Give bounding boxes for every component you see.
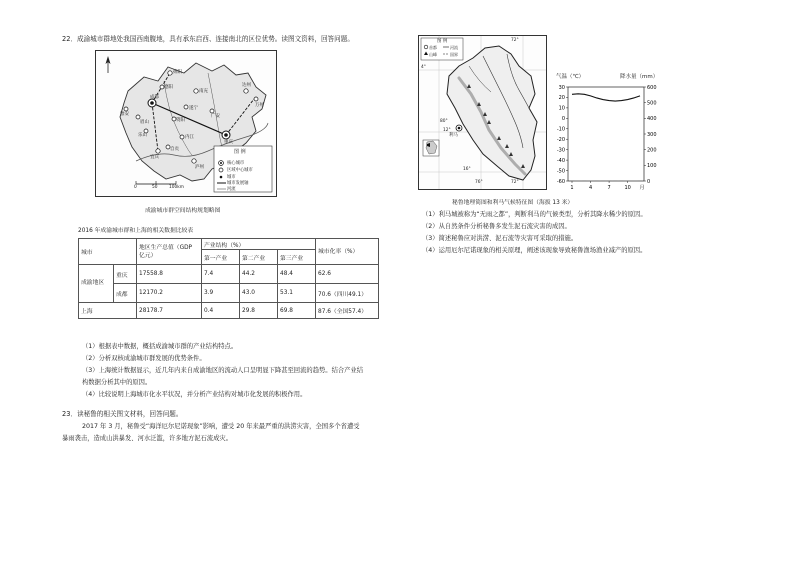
city-label: 泸州	[195, 165, 204, 170]
temp-tick-label: -30	[556, 147, 565, 154]
grid-label: 76°	[475, 180, 483, 185]
grid-label: 16°	[463, 167, 471, 172]
cell-primary: 7.4	[202, 265, 240, 284]
cell-urban: 87.6（全国57.4）	[316, 303, 379, 319]
grid-label: 12°	[443, 128, 451, 133]
peru-map-drawing	[419, 36, 546, 189]
peru-legend-item: 河流	[450, 44, 458, 50]
city-label: 德阳	[164, 85, 173, 90]
cell-urban: 70.6（四川49.1）	[316, 284, 379, 303]
precip-tick-label: 200	[647, 147, 657, 154]
map-legend-title: 图 例	[234, 149, 246, 155]
city-label: 内江	[185, 135, 194, 140]
cell-secondary: 43.0	[240, 284, 278, 303]
cell-gdp: 17558.8	[137, 265, 202, 284]
temp-tick-label: -10	[556, 126, 565, 133]
precip-tick-label: 100	[647, 163, 657, 170]
th-primary: 第一产业	[202, 250, 240, 265]
peru-figure-caption: 秘鲁地理简图和利马气候特征图（海拔 13 米）	[452, 200, 574, 206]
city-label: 达州	[242, 83, 251, 88]
cell-tertiary: 48.4	[278, 265, 316, 284]
month-unit-label: 月	[639, 185, 645, 191]
temperature-line	[572, 94, 640, 101]
q22-question: （1）根据表中数据，概括成渝城市群的产业结构特点。	[82, 343, 238, 350]
grid-label: 80°	[440, 119, 448, 124]
legend-city: 城市	[227, 174, 236, 180]
comparison-table	[78, 238, 379, 319]
q23-question: （1）利马城被称为“无雨之都”，判断利马的气候类型，分析其降水稀少的原因。	[422, 211, 647, 218]
cell-urban: 62.6	[316, 265, 379, 284]
grid-label: 72°	[511, 38, 519, 43]
temp-tick-label: 20	[558, 95, 565, 102]
cell-tertiary: 53.1	[278, 284, 316, 303]
scale-label: 50	[152, 185, 158, 190]
q22-question: （2）分析双核成渝城市群发展的优势条件。	[82, 355, 206, 362]
q22-question: 构数据分析其中的原因。	[82, 379, 152, 386]
peru-legend-title: 图 例	[437, 39, 448, 44]
legend-river: 河流	[227, 186, 236, 192]
q23-question: （3）简述秘鲁应对洪涝、泥石流等灾害可采取的措施。	[422, 235, 578, 242]
q23-material: 2017 年 3 月，秘鲁受“海洋厄尔尼诺现象”影响，遭受 20 年来最严重的洪涝灾害，全国多个省遭受	[82, 423, 360, 430]
q23-material: 暴雨袭击，造成山洪暴发、河水泛滥，许多地方泥石流成灾。	[62, 435, 233, 442]
cell-city: 上海	[79, 303, 137, 319]
capital-label: 利马	[449, 133, 458, 138]
th-structure: 产业结构（%）	[202, 239, 316, 250]
temp-tick-label: -60	[556, 178, 565, 185]
city-label: 遂宁	[189, 106, 198, 111]
chengyu-map	[95, 50, 277, 197]
th-tertiary: 第三产业	[278, 250, 316, 265]
region-cell: 成渝地区	[79, 265, 114, 303]
month-tick-label: 4	[588, 185, 593, 191]
cell-gdp: 12170.2	[137, 284, 202, 303]
q22-question: （4）比较说明上海城市化水平状况，并分析产业结构对城市化发展的积极作用。	[82, 391, 307, 398]
climate-plot	[548, 82, 668, 192]
precip-tick-label: 400	[647, 116, 657, 123]
chengyu-map-caption: 成渝城市群空间结构规划略图	[145, 208, 221, 214]
cell-primary: 3.9	[202, 284, 240, 303]
cell-city: 重庆	[114, 265, 137, 284]
month-tick-label: 10	[624, 185, 631, 191]
cell-city: 成都	[114, 284, 137, 303]
peru-legend-item: 山峰	[429, 51, 437, 57]
q23-header: 23．读秘鲁的相关图文材料，回答问题。	[62, 410, 183, 418]
peru-outline	[447, 46, 537, 180]
legend-core: 核心城市	[227, 160, 245, 166]
city-label: 乐山	[138, 133, 147, 138]
cell-secondary: 44.2	[240, 265, 278, 284]
cell-secondary: 29.8	[240, 303, 278, 319]
temp-tick-label: 10	[558, 105, 565, 112]
q23-question: （4）运用厄尔尼诺现象的相关原理，阐述该现象导致秘鲁渔场渔业减产的原因。	[422, 247, 647, 254]
table-row	[79, 284, 379, 303]
th-secondary: 第二产业	[240, 250, 278, 265]
temp-tick-label: -20	[556, 137, 565, 144]
q22-question: （3）上海统计数据显示，近几年内来自成渝地区的流动人口呈明显下降甚至回流的趋势。结合产业结	[82, 367, 364, 374]
peru-legend-item: 首都	[429, 44, 437, 50]
precip-axis-label: 降水量（mm）	[620, 74, 659, 80]
city-label: 绵阳	[173, 70, 182, 75]
grid-label: 4°	[421, 65, 426, 70]
city-label: 眉山	[140, 120, 149, 125]
north-arrow-icon	[106, 56, 111, 73]
city-label: 宜宾	[150, 155, 159, 160]
precip-tick-label: 300	[647, 131, 657, 138]
chengyu-map-drawing	[96, 51, 276, 196]
city-label: 成都	[150, 95, 159, 100]
temp-tick-label: -40	[556, 157, 565, 164]
scale-label: 0	[134, 185, 137, 190]
city-label: 资阳	[176, 118, 185, 123]
table-row	[79, 265, 379, 284]
table-title: 2016 年成渝城市群和上海的相关数据比较表	[78, 228, 194, 234]
temp-axis-label: 气温（℃）	[556, 74, 585, 80]
peru-map	[418, 35, 547, 190]
precip-tick-label: 600	[647, 84, 657, 91]
lima-climate-chart	[548, 72, 668, 192]
cell-gdp: 28178.7	[137, 303, 202, 319]
scale-label: 100km	[169, 185, 184, 190]
city-label: 南充	[199, 89, 208, 94]
city-label: 雅安	[120, 112, 129, 117]
temp-tick-label: 30	[558, 84, 565, 91]
q22-header: 22．成渝城市群地处我国西南腹地，具有承东启西、连接南北的区位优势。读图文资料，回答问题。	[62, 35, 354, 43]
legend-axis: 城市发展轴	[227, 180, 249, 186]
month-tick-label: 7	[607, 185, 611, 191]
month-tick-label: 1	[570, 185, 574, 191]
temp-tick-label: 0	[561, 116, 565, 123]
city-label: 广安	[211, 114, 220, 119]
plot-frame	[568, 87, 644, 181]
th-urban: 城市化率（%）	[316, 239, 379, 265]
cell-tertiary: 69.8	[278, 303, 316, 319]
th-city: 城市	[79, 239, 137, 265]
legend-regional: 区域中心城市	[227, 167, 253, 173]
grid-label: 72°	[511, 180, 519, 185]
table-row	[79, 303, 379, 319]
capital-lima-icon	[456, 125, 462, 131]
city-label: 自贡	[170, 147, 179, 152]
city-label: 万州	[255, 103, 264, 108]
precip-tick-label: 0	[647, 178, 651, 185]
table-header-row	[79, 239, 379, 250]
th-gdp: 地区生产总值（GDP 亿元）	[137, 239, 202, 265]
city-label: 重庆	[224, 140, 233, 145]
precip-tick-label: 500	[647, 100, 657, 107]
temp-tick-label: -50	[556, 168, 565, 175]
cell-primary: 0.4	[202, 303, 240, 319]
peru-legend-item: 国界	[450, 51, 458, 57]
q23-question: （2）从自然条件分析秘鲁多发生泥石流灾害的成因。	[422, 223, 571, 230]
